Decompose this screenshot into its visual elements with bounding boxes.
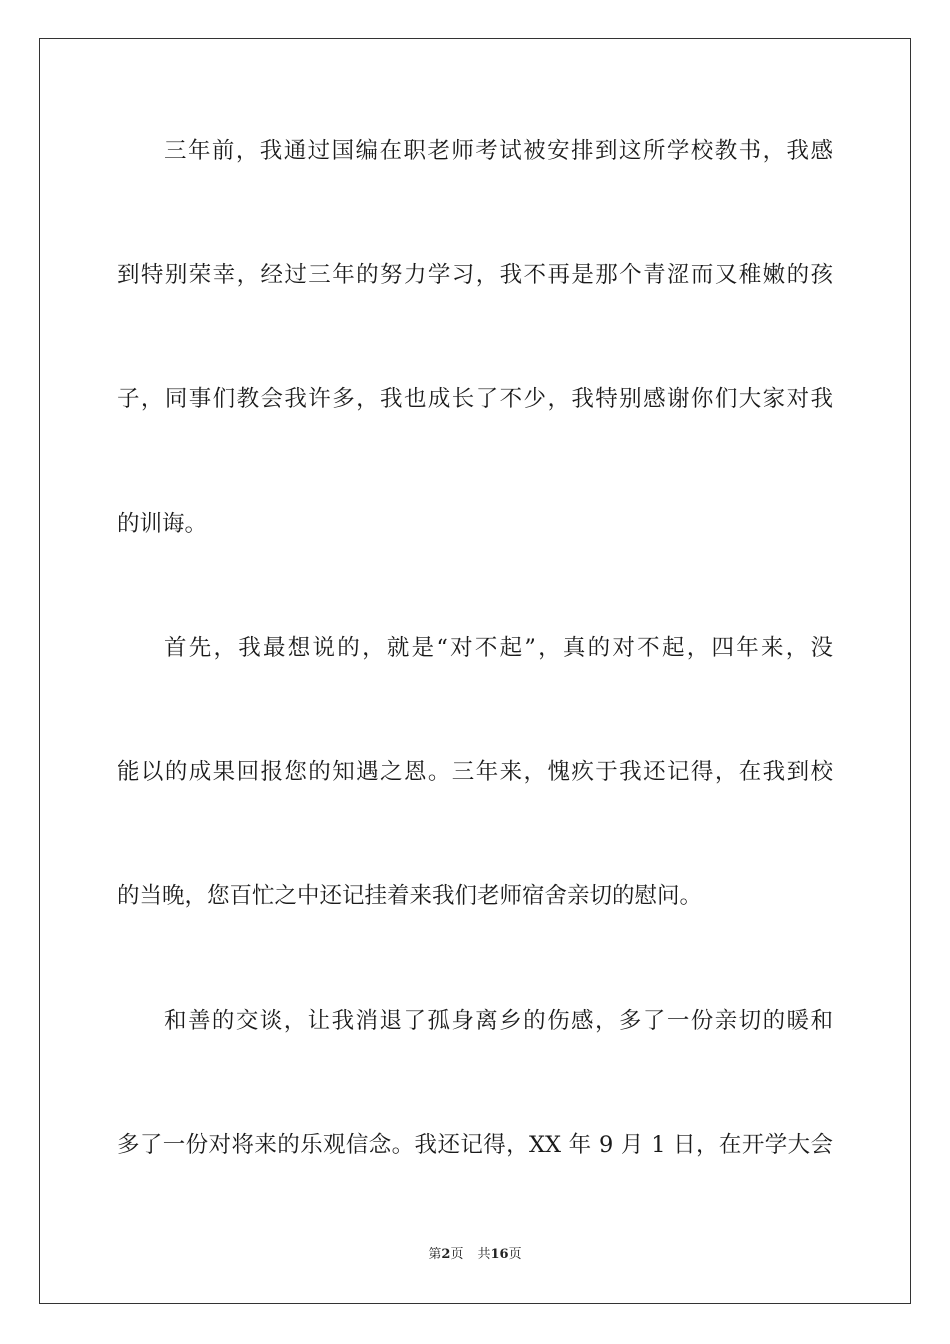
page-suffix: 页: [450, 1247, 464, 1262]
paragraph-1-line-3: 子，同事们教会我许多，我也成长了不少，我特别感谢你们大家对我: [117, 386, 833, 412]
paragraph-2-line-2: 能以的成果回报您的知遇之恩。三年来，愧疚于我还记得，在我到校: [117, 759, 833, 785]
paragraph-1-line-2: 到特别荣幸，经过三年的努力学习，我不再是那个青涩而又稚嫩的孩: [117, 262, 833, 288]
total-suffix: 页: [508, 1247, 522, 1262]
page-footer: [0, 1246, 950, 1264]
paragraph-3-line-2: 多了一份对将来的乐观信念。我还记得，XX 年 9 月 1 日，在开学大会: [117, 1132, 833, 1158]
paragraph-1-line-1: 三年前，我通过国编在职老师考试被安排到这所学校教书，我感: [164, 138, 833, 164]
page-number: 2: [441, 1247, 451, 1262]
total-prefix: 共: [477, 1247, 491, 1262]
page-prefix: 第: [428, 1247, 442, 1262]
paragraph-3-line-1: 和善的交谈，让我消退了孤身离乡的伤感，多了一份亲切的暖和: [164, 1008, 833, 1034]
total-pages: 16: [490, 1247, 509, 1262]
page-border: [39, 38, 911, 1304]
paragraph-2-line-3: 的当晚，您百忙之中还记挂着来我们老师宿舍亲切的慰问。: [117, 883, 703, 909]
paragraph-2-line-1: 首先，我最想说的，就是“对不起”，真的对不起，四年来，没: [164, 635, 833, 661]
paragraph-1-line-4: 的训诲。: [117, 511, 208, 537]
